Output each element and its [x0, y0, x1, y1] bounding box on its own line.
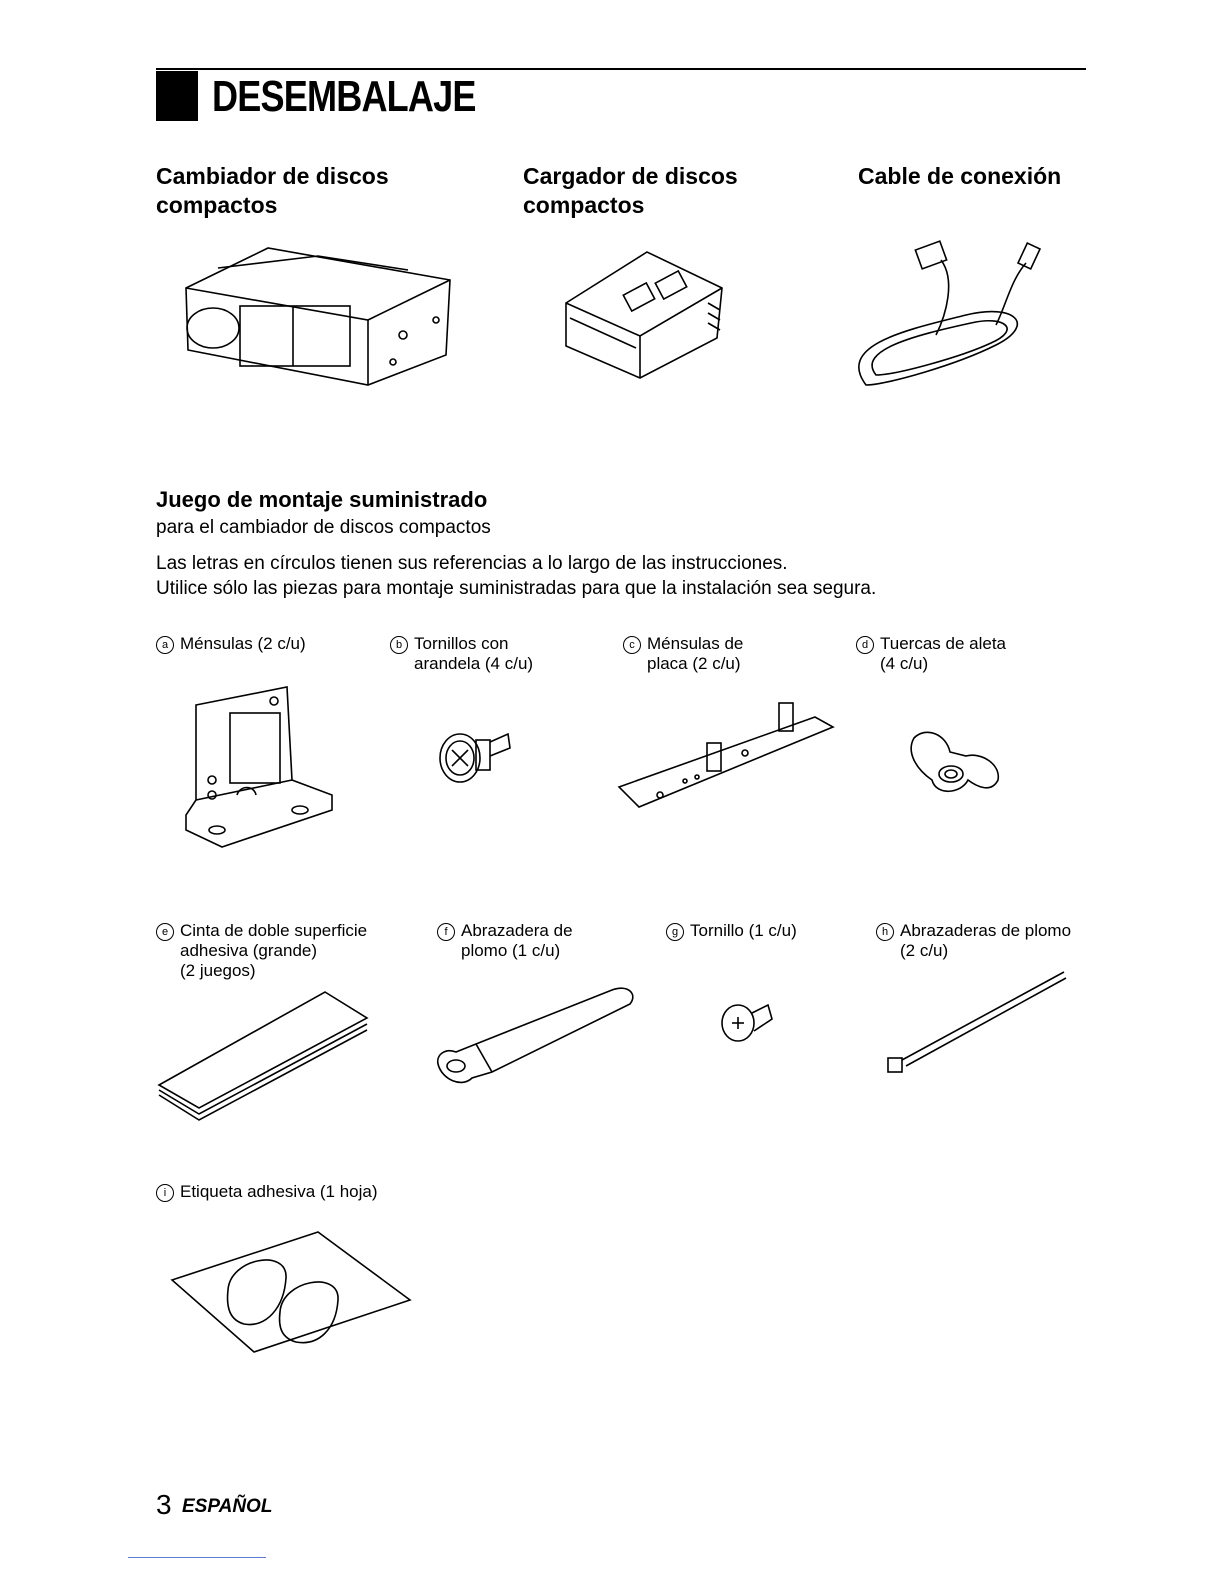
- page-title: DESEMBALAJE: [212, 72, 476, 121]
- heading-cd-changer: Cambiador de discos compactos: [156, 163, 389, 218]
- cable-tie-illustration: [884, 968, 1069, 1078]
- connection-cable-illustration: [846, 235, 1051, 410]
- part-label-i: i Etiqueta adhesiva (1 hoja): [156, 1182, 378, 1202]
- heading-cd-magazine: Cargador de discos compactos: [523, 163, 738, 218]
- wing-nut-illustration: [906, 724, 1006, 804]
- page-number: 3: [156, 1489, 172, 1520]
- mounting-kit-subtitle: para el cambiador de discos compactos: [156, 517, 491, 538]
- mounting-kit-note-2: Utilice sólo las piezas para montaje suministradas para que la instalación sea segura.: [156, 578, 877, 599]
- plate-bracket-illustration: [615, 695, 840, 815]
- adhesive-label-sheet-illustration: [168, 1228, 418, 1358]
- mounting-kit-note-1: Las letras en círculos tienen sus referencias a lo largo de las instrucciones.: [156, 553, 788, 574]
- part-label-f: f Abrazadera de plomo (1 c/u): [437, 921, 573, 961]
- part-label-g: g Tornillo (1 c/u): [666, 921, 797, 941]
- lead-clamp-illustration: [432, 982, 642, 1092]
- part-label-h: h Abrazaderas de plomo (2 c/u): [876, 921, 1071, 961]
- screw-illustration: [718, 995, 778, 1045]
- heading-connection-cable: Cable de conexión: [858, 163, 1062, 189]
- part-label-e: e Cinta de doble superficie adhesiva (grande) (2 juegos): [156, 921, 367, 981]
- part-label-a: a Ménsulas (2 c/u): [156, 634, 306, 654]
- cd-changer-illustration: [178, 240, 458, 390]
- mounting-kit-title: Juego de montaje suministrado: [156, 487, 488, 512]
- footer-language: ESPAÑOL: [182, 1496, 273, 1517]
- title-marker-block: [156, 71, 198, 121]
- bottom-link-underline: [128, 1557, 266, 1558]
- part-label-c: c Ménsulas de placa (2 c/u): [623, 634, 743, 674]
- screw-with-washer-illustration: [438, 720, 513, 785]
- cd-magazine-illustration: [562, 248, 732, 383]
- bracket-illustration: [182, 685, 342, 850]
- part-label-b: b Tornillos con arandela (4 c/u): [390, 634, 533, 674]
- part-label-d: d Tuercas de aleta (4 c/u): [856, 634, 1006, 674]
- double-sided-tape-illustration: [155, 990, 375, 1125]
